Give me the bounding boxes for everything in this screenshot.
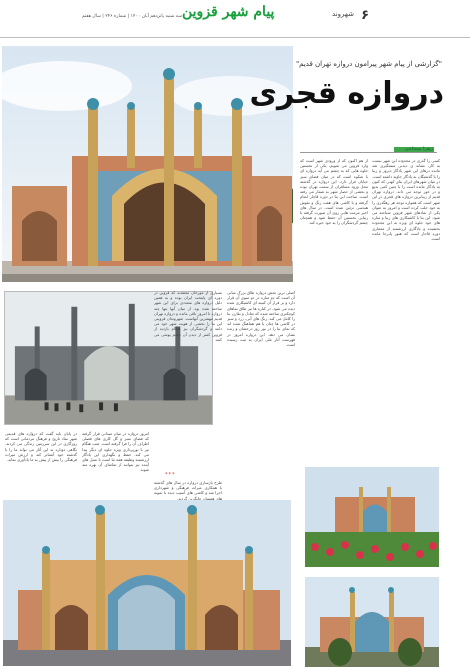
- flowers-gate-photo: [305, 467, 439, 567]
- section-name: شهروند: [332, 10, 354, 18]
- article-byline: زهرا شجاعی: [404, 147, 433, 152]
- page-header: [0, 0, 470, 38]
- article-headline: دروازه قجری: [249, 76, 444, 111]
- article-column-1: کسی را گذری در محدوده این شهر نیست به کار، نشانه ی دیدنی سمتگیری شد مانده درهای این شهر یادگار دیروز و زیبا را با گذشتگان به یادگار جاوید داشته است. در میان شهرهای ایران بنای کهنی که کنون به یادگار مانده است را با چنین کمی بدیع و در خور توجه می داند. دروازه تهران قدیم از زیباترین دروازه های قجری در این شهر است که همواره توجه هر رهگذری را به خود جلب کرده است و امروز به عنوان یکی از نمادهای شهر قزوین شناخته می شود. این بنا با کاشیکاری های زیبا و مناره های خود جلوه ای ویژه به این محدوده بخشیده و یادگاری ارزشمند از معماری دوره قاجار است که هنوز پابرجا مانده است.: [372, 158, 440, 242]
- article-column-3: اصلی ترین بخش دروازه طاق بزرگ میانی آن است که دو مناره در دو سوی آن قرار دارد و بر فراز آن کتیبه ای کاشیکاری شده دیده می شود. در کناره ها نیز طاق نماهای کوچکتری ساخته شده که تعادل و تقارن بنا را کامل می کند. رنگ های آبی، زرد و سبز در کاشی ها چنان با هم هماهنگ شده اند که نمای بنا را در نور روز درخشان و زنده نشان می دهد. این دروازه امروز در فهرست آثار ملی ایران به ثبت رسیده است.: [227, 290, 295, 348]
- article-column-6: در پایان باید گفت که دروازه های قدیمی شهر نماد تاریخ و فرهنگ مردمانی است که روزگاری در این سرزمین زندگی می کردند. نگاهی دوباره به این آثار می تواند ما را با گذشته خود آشناتر کند و ارزش میراث فرهنگی را بیش از پیش به ما یادآوری نماید.: [5, 431, 77, 463]
- article-column-4: بسیاری از مورخان معتقدند که قزوین در دوره ای پایتخت ایران بوده و به همین دلیل دروازه های متعددی برای این شهر ساخته شده بود. از میان آنها تنها چند دروازه تا امروز باقی مانده و دروازه تهران قدیم مهمترین آنهاست. شهروندان قزوینی این بنا را بخشی از هویت شهر خود می دانند و گردشگران نیز هنگام بازدید از قزوین کمتر از دیدن آن چشم پوشی می کنند.: [154, 290, 222, 342]
- article-column-2: از هم اکنون که از ورودی شهر است که وارد قزوین می شویم، یکی از نخستین جلوه هایی که به چشم می آید دروازه ای با شکوه است که در میان فضای سبز خیابان قرار دارد. این دروازه در گذشته محل ورود مسافران از سمت تهران بوده و بخشی از حصار شهر به شمار می رفته است. ساخت این بنا در دوره قاجار انجام گرفته و با کاشی های هفت رنگ و نقوش هندسی تزئین شده است. در سال های اخیر مرمت هایی روی آن صورت گرفته تا زیبایی نخستین آن حفظ شود و همچنان چشم گردشگران را به خود خیره کند.: [300, 158, 368, 226]
- page-number: ۶: [361, 8, 369, 23]
- byline-divider: [300, 152, 437, 153]
- street-gate-photo: [3, 500, 291, 666]
- article-column-7: طرح بازسازی دروازه در سال های گذشته با همکاری میراث فرهنگی و شهرداری اجرا شد و کاشی های آسیب دیده با نمونه های همسان جایگزین گردید.: [154, 480, 222, 500]
- section-separator-stars: ***: [165, 472, 176, 478]
- park-gate-photo: [305, 577, 439, 667]
- article-column-5: امروز دروازه در میان میدانی قرار گرفته که فضای سبز و گل کاری های فصلی اطراف آن را فرا گرفته است. شب هنگام نیز با نورپردازی ویژه جلوه ای دیگر پیدا می کند. حفظ و نگهداری این یادگار ارزشمند وظیفه همه ما است تا نسل های آینده نیز بتوانند از تماشای آن بهره مند شوند.: [82, 431, 149, 473]
- dateline: سه شنبه پانزدهم آبان ۱۴۰۰ | شماره ۲۴۶ | سال هفتم: [82, 14, 182, 19]
- newspaper-masthead: پیام شهر قزوین: [182, 4, 275, 20]
- article-kicker: "گزارشی از پیام شهر پیرامون دروازه تهران قدیم": [295, 60, 442, 68]
